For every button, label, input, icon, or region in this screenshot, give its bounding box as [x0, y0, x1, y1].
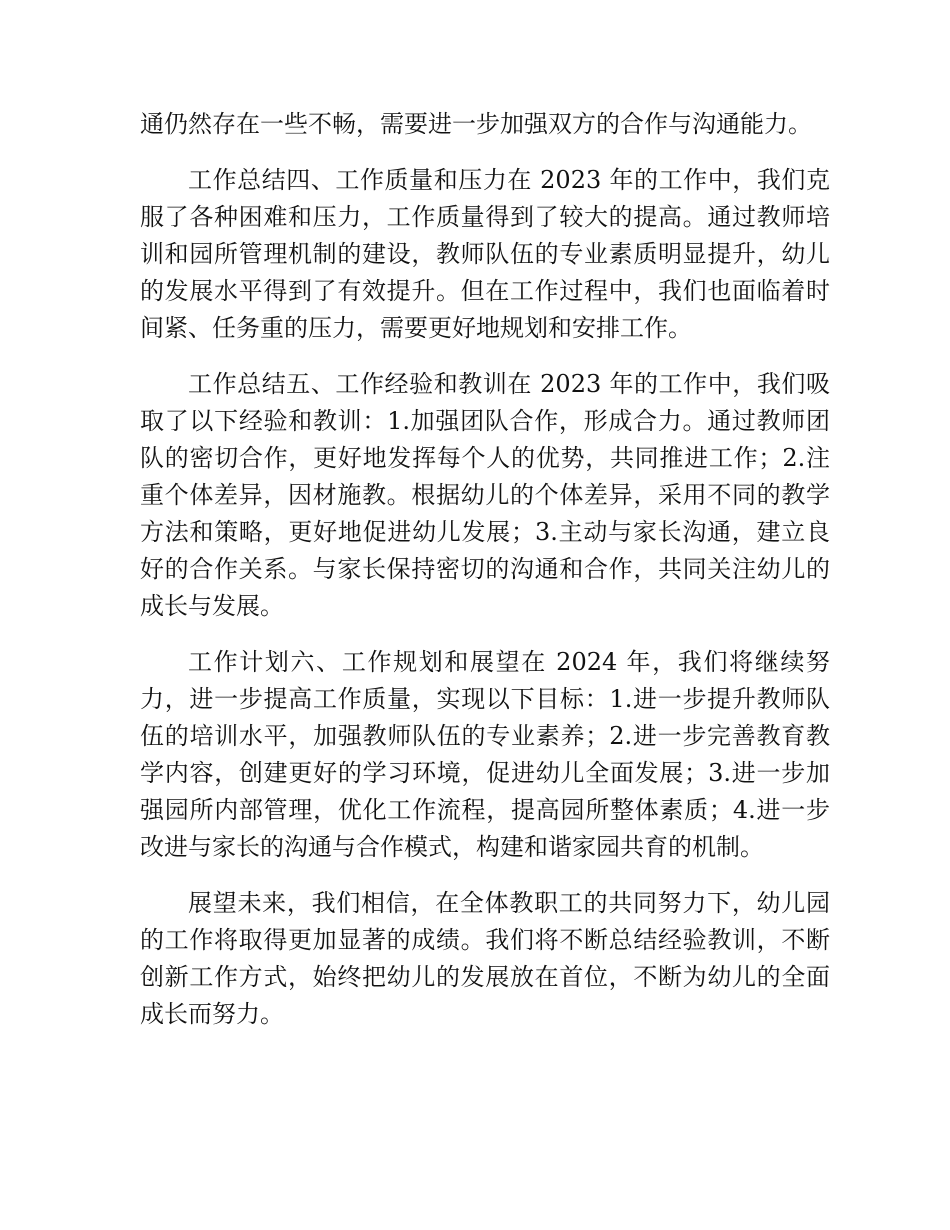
paragraph-work-summary-four: 工作总结四、工作质量和压力在 2023 年的工作中，我们克服了各种困难和压力，工作质量得到了较大的提高。通过教师培训和园所管理机制的建设，教师队伍的专业素质明显提升，幼儿的发展水平得到了有效提升。但在工作过程中，我们也面临着时间紧、任务重的压力，需要更好地规划和安排工作。	[140, 166, 830, 342]
paragraph-outlook: 展望未来，我们相信，在全体教职工的共同努力下，幼儿园的工作将取得更加显著的成绩。我们将不断总结经验教训，不断创新工作方式，始终把幼儿的发展放在首位，不断为幼儿的全面成长而努力。	[140, 889, 830, 1028]
paragraph-work-plan-six: 工作计划六、工作规划和展望在 2024 年，我们将继续努力，进一步提高工作质量，实现以下目标：1.进一步提升教师队伍的培训水平，加强教师队伍的专业素养；2.进一步完善教育教学内容，创建更好的学习环境，促进幼儿全面发展；3.进一步加强园所内部管理，优化工作流程，提高园所整体素质；4.进一步改进与家长的沟通与合作模式，构建和谐家园共育的机制。	[140, 648, 830, 861]
paragraph-continuation: 通仍然存在一些不畅，需要进一步加强双方的合作与沟通能力。	[140, 110, 812, 138]
paragraph-work-summary-five: 工作总结五、工作经验和教训在 2023 年的工作中，我们吸取了以下经验和教训：1.加强团队合作，形成合力。通过教师团队的密切合作，更好地发挥每个人的优势，共同推进工作；2.注重个体差异，因材施教。根据幼儿的个体差异，采用不同的教学方法和策略，更好地促进幼儿发展；3.主动与家长沟通，建立良好的合作关系。与家长保持密切的沟通和合作，共同关注幼儿的成长与发展。	[140, 370, 830, 620]
document-body	[140, 106, 830, 1052]
